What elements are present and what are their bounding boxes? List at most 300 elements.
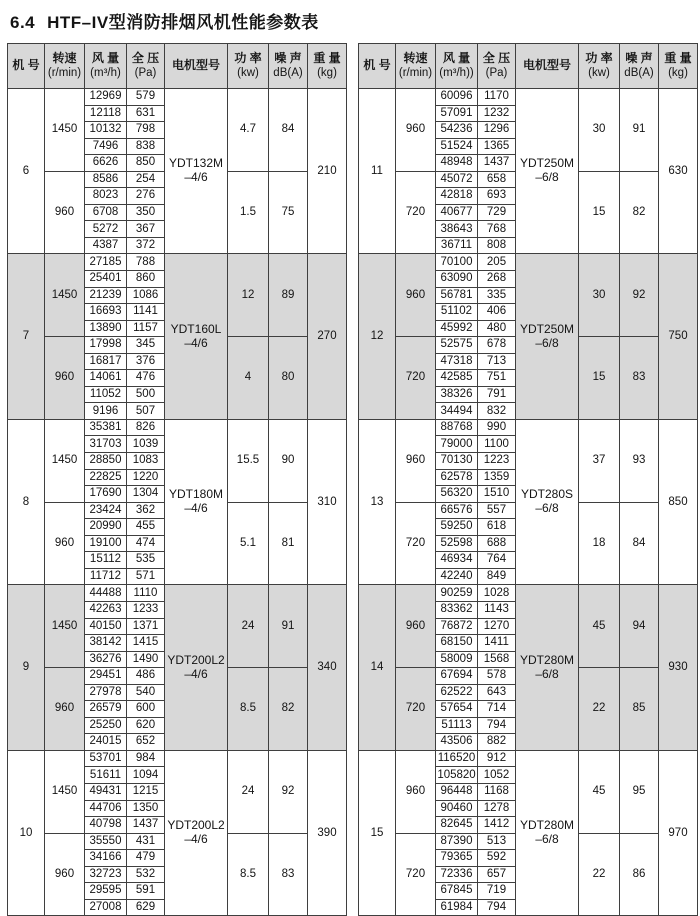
flow-cell: 79365 [436, 850, 478, 867]
pressure-cell: 1028 [478, 585, 516, 602]
header-unit: (m³/h)) [439, 66, 474, 79]
pressure-cell: 367 [127, 221, 165, 238]
noise-cell: 83 [620, 337, 659, 420]
speed-cell: 960 [45, 833, 85, 916]
motor-model-name: YDT250M [519, 321, 575, 336]
col-motor-header [165, 44, 228, 89]
speed-cell: 1450 [45, 89, 85, 172]
flow-cell: 7496 [85, 138, 127, 155]
flow-cell: 90259 [436, 585, 478, 602]
flow-cell: 42818 [436, 188, 478, 205]
flow-cell: 29451 [85, 668, 127, 685]
flow-cell: 54236 [436, 122, 478, 139]
motor-model-cell [165, 419, 228, 584]
flow-cell: 12118 [85, 105, 127, 122]
flow-cell: 13890 [85, 320, 127, 337]
flow-cell: 56781 [436, 287, 478, 304]
motor-model-name: YDT160L [170, 321, 222, 336]
pressure-cell: 631 [127, 105, 165, 122]
pressure-cell: 431 [127, 833, 165, 850]
motor-model-cell [516, 585, 579, 750]
col-machine-header [359, 44, 396, 89]
flow-cell: 35550 [85, 833, 127, 850]
flow-cell: 63090 [436, 271, 478, 288]
flow-cell: 51113 [436, 717, 478, 734]
pressure-cell: 643 [478, 684, 516, 701]
pressure-cell: 788 [127, 254, 165, 271]
power-cell: 8.5 [228, 833, 269, 916]
flow-cell: 22825 [85, 469, 127, 486]
speed-cell: 720 [396, 171, 436, 254]
flow-cell: 105820 [436, 767, 478, 784]
noise-cell: 81 [269, 502, 308, 585]
pressure-cell: 791 [478, 386, 516, 403]
motor-model-poles: –6/8 [535, 335, 559, 350]
flow-cell: 27008 [85, 899, 127, 916]
speed-cell: 1450 [45, 585, 85, 668]
flow-cell: 52598 [436, 535, 478, 552]
pressure-cell: 480 [478, 320, 516, 337]
machine-no-cell: 7 [8, 254, 45, 419]
pressure-cell: 850 [127, 155, 165, 172]
pressure-cell: 990 [478, 419, 516, 436]
pressure-cell: 376 [127, 353, 165, 370]
pressure-cell: 540 [127, 684, 165, 701]
flow-cell: 56320 [436, 486, 478, 503]
pressure-cell: 678 [478, 337, 516, 354]
flow-cell: 48948 [436, 155, 478, 172]
pressure-cell: 1094 [127, 767, 165, 784]
weight-cell: 850 [659, 419, 698, 584]
header-unit: (m³/h) [90, 66, 121, 79]
weight-cell: 750 [659, 254, 698, 419]
flow-cell: 9196 [85, 403, 127, 420]
flow-cell: 36711 [436, 237, 478, 254]
flow-cell: 53701 [85, 750, 127, 767]
pressure-cell: 1215 [127, 783, 165, 800]
col-pressure-header [127, 44, 165, 89]
flow-cell: 70130 [436, 453, 478, 470]
machine-no-cell: 12 [359, 254, 396, 419]
speed-cell: 720 [396, 833, 436, 916]
noise-cell: 86 [620, 833, 659, 916]
table-row [359, 254, 698, 271]
pressure-cell: 455 [127, 519, 165, 536]
motor-model-cell [516, 254, 579, 419]
header-label: 电机型号 [171, 58, 220, 73]
table-row [8, 254, 347, 271]
machine-no-cell: 8 [8, 419, 45, 584]
pressure-cell: 1039 [127, 436, 165, 453]
flow-cell: 59250 [436, 519, 478, 536]
motor-model-name: YDT200L2 [167, 818, 225, 833]
flow-cell: 31703 [85, 436, 127, 453]
title-text: HTF–IV型消防排烟风机性能参数表 [47, 13, 319, 32]
power-cell: 15.5 [228, 419, 269, 502]
table-row [8, 750, 347, 767]
flow-cell: 16817 [85, 353, 127, 370]
section-number: 6.4 [10, 13, 36, 32]
flow-cell: 19100 [85, 535, 127, 552]
fan-spec-table [358, 43, 698, 916]
pressure-cell: 474 [127, 535, 165, 552]
motor-model-name: YDT280M [519, 818, 575, 833]
pressure-cell: 479 [127, 850, 165, 867]
pressure-cell: 1411 [478, 635, 516, 652]
motor-model-cell [165, 750, 228, 915]
flow-cell: 10132 [85, 122, 127, 139]
motor-model-poles: –4/6 [184, 335, 208, 350]
pressure-cell: 1437 [478, 155, 516, 172]
speed-cell: 960 [45, 337, 85, 420]
col-flow-header [85, 44, 127, 89]
pressure-cell: 1371 [127, 618, 165, 635]
machine-no-cell: 15 [359, 750, 396, 915]
machine-no-cell: 10 [8, 750, 45, 915]
pressure-cell: 1223 [478, 453, 516, 470]
flow-cell: 52575 [436, 337, 478, 354]
noise-cell: 90 [269, 419, 308, 502]
noise-cell: 89 [269, 254, 308, 337]
pressure-cell: 657 [478, 866, 516, 883]
pressure-cell: 629 [127, 899, 165, 916]
pressure-cell: 1141 [127, 304, 165, 321]
flow-cell: 15112 [85, 552, 127, 569]
pressure-cell: 1415 [127, 635, 165, 652]
weight-cell: 310 [308, 419, 347, 584]
col-power-header [228, 44, 269, 89]
pressure-cell: 254 [127, 171, 165, 188]
pressure-cell: 1052 [478, 767, 516, 784]
pressure-cell: 618 [478, 519, 516, 536]
flow-cell: 51102 [436, 304, 478, 321]
pressure-cell: 406 [478, 304, 516, 321]
machine-no-cell: 11 [359, 89, 396, 254]
motor-model-poles: –4/6 [184, 666, 208, 681]
flow-cell: 34166 [85, 850, 127, 867]
header-label: 机 号 [12, 58, 40, 73]
table-row [359, 89, 698, 106]
power-cell: 4.7 [228, 89, 269, 172]
flow-cell: 11712 [85, 568, 127, 585]
col-flow-header [436, 44, 478, 89]
flow-cell: 51611 [85, 767, 127, 784]
power-cell: 5.1 [228, 502, 269, 585]
weight-cell: 390 [308, 750, 347, 915]
flow-cell: 40677 [436, 204, 478, 221]
pressure-cell: 1278 [478, 800, 516, 817]
pressure-cell: 620 [127, 717, 165, 734]
pressure-cell: 532 [127, 866, 165, 883]
flow-cell: 21239 [85, 287, 127, 304]
flow-cell: 42240 [436, 568, 478, 585]
motor-model-poles: –6/8 [535, 832, 559, 847]
flow-cell: 82645 [436, 817, 478, 834]
power-cell: 45 [579, 750, 620, 833]
page-title [0, 0, 700, 33]
noise-cell: 95 [620, 750, 659, 833]
noise-cell: 91 [620, 89, 659, 172]
pressure-cell: 794 [478, 899, 516, 916]
pressure-cell: 1232 [478, 105, 516, 122]
pressure-cell: 535 [127, 552, 165, 569]
flow-cell: 67694 [436, 668, 478, 685]
header-label: 电机型号 [522, 58, 571, 73]
flow-cell: 23424 [85, 502, 127, 519]
speed-cell: 960 [396, 585, 436, 668]
pressure-cell: 1086 [127, 287, 165, 304]
power-cell: 4 [228, 337, 269, 420]
table-row [8, 89, 347, 106]
table-row [359, 419, 698, 436]
col-pressure-header [478, 44, 516, 89]
pressure-cell: 658 [478, 171, 516, 188]
noise-cell: 82 [620, 171, 659, 254]
flow-cell: 16693 [85, 304, 127, 321]
pressure-cell: 832 [478, 403, 516, 420]
col-machine-header [8, 44, 45, 89]
col-noise-header [620, 44, 659, 89]
flow-cell: 20990 [85, 519, 127, 536]
header-unit: (kw) [588, 66, 610, 79]
pressure-cell: 557 [478, 502, 516, 519]
flow-cell: 25250 [85, 717, 127, 734]
header-unit: (kg) [668, 66, 688, 79]
pressure-cell: 268 [478, 271, 516, 288]
flow-cell: 12969 [85, 89, 127, 106]
pressure-cell: 882 [478, 734, 516, 751]
noise-cell: 93 [620, 419, 659, 502]
header-unit: dB(A) [273, 66, 303, 79]
pressure-cell: 1168 [478, 783, 516, 800]
header-unit: (Pa) [134, 66, 157, 79]
table-row [8, 419, 347, 436]
power-cell: 22 [579, 668, 620, 751]
power-cell: 30 [579, 89, 620, 172]
noise-cell: 84 [620, 502, 659, 585]
col-speed-header [396, 44, 436, 89]
noise-cell: 92 [620, 254, 659, 337]
weight-cell: 630 [659, 89, 698, 254]
weight-cell: 930 [659, 585, 698, 750]
pressure-cell: 1412 [478, 817, 516, 834]
flow-cell: 36276 [85, 651, 127, 668]
flow-cell: 42585 [436, 370, 478, 387]
header-row [8, 44, 347, 89]
power-cell: 1.5 [228, 171, 269, 254]
pressure-cell: 513 [478, 833, 516, 850]
power-cell: 45 [579, 585, 620, 668]
motor-model-poles: –4/6 [184, 832, 208, 847]
flow-cell: 6626 [85, 155, 127, 172]
motor-model-name: YDT250M [519, 156, 575, 171]
pressure-cell: 1157 [127, 320, 165, 337]
flow-cell: 96448 [436, 783, 478, 800]
speed-cell: 720 [396, 502, 436, 585]
pressure-cell: 362 [127, 502, 165, 519]
pressure-cell: 1365 [478, 138, 516, 155]
pressure-cell: 860 [127, 271, 165, 288]
motor-model-cell [516, 419, 579, 584]
flow-cell: 72336 [436, 866, 478, 883]
flow-cell: 79000 [436, 436, 478, 453]
speed-cell: 960 [396, 89, 436, 172]
flow-cell: 8586 [85, 171, 127, 188]
motor-model-name: YDT280M [519, 652, 575, 667]
flow-cell: 83362 [436, 601, 478, 618]
flow-cell: 90460 [436, 800, 478, 817]
flow-cell: 27978 [85, 684, 127, 701]
flow-cell: 34494 [436, 403, 478, 420]
col-speed-header [45, 44, 85, 89]
flow-cell: 24015 [85, 734, 127, 751]
motor-model-cell [165, 254, 228, 419]
flow-cell: 38142 [85, 635, 127, 652]
flow-cell: 76872 [436, 618, 478, 635]
pressure-cell: 500 [127, 386, 165, 403]
flow-cell: 62522 [436, 684, 478, 701]
table-row [359, 750, 698, 767]
machine-no-cell: 6 [8, 89, 45, 254]
motor-model-poles: –6/8 [535, 501, 559, 516]
flow-cell: 58009 [436, 651, 478, 668]
header-row [359, 44, 698, 89]
pressure-cell: 205 [478, 254, 516, 271]
speed-cell: 1450 [45, 254, 85, 337]
flow-cell: 35381 [85, 419, 127, 436]
col-weight-header [308, 44, 347, 89]
pressure-cell: 1100 [478, 436, 516, 453]
header-label: 转速 [52, 50, 77, 65]
pressure-cell: 1233 [127, 601, 165, 618]
power-cell: 30 [579, 254, 620, 337]
flow-cell: 68150 [436, 635, 478, 652]
flow-cell: 60096 [436, 89, 478, 106]
header-unit: dB(A) [624, 66, 654, 79]
header-label: 功 率 [585, 50, 613, 65]
pressure-cell: 476 [127, 370, 165, 387]
motor-model-name: YDT200L2 [167, 652, 225, 667]
flow-cell: 88768 [436, 419, 478, 436]
pressure-cell: 579 [127, 89, 165, 106]
flow-cell: 11052 [85, 386, 127, 403]
pressure-cell: 1510 [478, 486, 516, 503]
pressure-cell: 1170 [478, 89, 516, 106]
header-label: 重 量 [664, 50, 692, 65]
flow-cell: 17690 [85, 486, 127, 503]
col-noise-header [269, 44, 308, 89]
motor-model-cell [165, 585, 228, 750]
header-label: 功 率 [234, 50, 262, 65]
pressure-cell: 1220 [127, 469, 165, 486]
pressure-cell: 849 [478, 568, 516, 585]
power-cell: 24 [228, 585, 269, 668]
flow-cell: 46934 [436, 552, 478, 569]
motor-model-cell [516, 89, 579, 254]
flow-cell: 116520 [436, 750, 478, 767]
pressure-cell: 838 [127, 138, 165, 155]
pressure-cell: 276 [127, 188, 165, 205]
col-power-header [579, 44, 620, 89]
power-cell: 37 [579, 419, 620, 502]
header-label: 全 压 [482, 50, 511, 65]
flow-cell: 5272 [85, 221, 127, 238]
motor-model-name: YDT132M [168, 156, 224, 171]
pressure-cell: 345 [127, 337, 165, 354]
power-cell: 12 [228, 254, 269, 337]
power-cell: 15 [579, 337, 620, 420]
motor-model-name: YDT180M [168, 487, 224, 502]
pressure-cell: 693 [478, 188, 516, 205]
flow-cell: 26579 [85, 701, 127, 718]
pressure-cell: 350 [127, 204, 165, 221]
flow-cell: 57654 [436, 701, 478, 718]
motor-model-poles: –6/8 [535, 170, 559, 185]
pressure-cell: 1359 [478, 469, 516, 486]
flow-cell: 29595 [85, 883, 127, 900]
pressure-cell: 794 [478, 717, 516, 734]
pressure-cell: 768 [478, 221, 516, 238]
pressure-cell: 1437 [127, 817, 165, 834]
speed-cell: 960 [45, 668, 85, 751]
machine-no-cell: 13 [359, 419, 396, 584]
flow-cell: 87390 [436, 833, 478, 850]
flow-cell: 28850 [85, 453, 127, 470]
motor-model-poles: –4/6 [184, 170, 208, 185]
flow-cell: 47318 [436, 353, 478, 370]
motor-model-name: YDT280S [520, 487, 574, 502]
pressure-cell: 912 [478, 750, 516, 767]
speed-cell: 960 [45, 502, 85, 585]
speed-cell: 960 [396, 254, 436, 337]
header-label: 噪 声 [625, 50, 653, 65]
flow-cell: 8023 [85, 188, 127, 205]
flow-cell: 70100 [436, 254, 478, 271]
pressure-cell: 808 [478, 237, 516, 254]
pressure-cell: 1270 [478, 618, 516, 635]
power-cell: 24 [228, 750, 269, 833]
header-label: 风 量 [91, 50, 120, 65]
power-cell: 22 [579, 833, 620, 916]
pressure-cell: 688 [478, 535, 516, 552]
power-cell: 15 [579, 171, 620, 254]
speed-cell: 1450 [45, 419, 85, 502]
pressure-cell: 1083 [127, 453, 165, 470]
pressure-cell: 764 [478, 552, 516, 569]
flow-cell: 45992 [436, 320, 478, 337]
pressure-cell: 591 [127, 883, 165, 900]
noise-cell: 92 [269, 750, 308, 833]
header-label: 噪 声 [274, 50, 302, 65]
speed-cell: 1450 [45, 750, 85, 833]
header-label: 风 量 [442, 50, 471, 65]
pressure-cell: 984 [127, 750, 165, 767]
flow-cell: 61984 [436, 899, 478, 916]
weight-cell: 270 [308, 254, 347, 419]
motor-model-poles: –4/6 [184, 501, 208, 516]
flow-cell: 32723 [85, 866, 127, 883]
noise-cell: 94 [620, 585, 659, 668]
power-cell: 8.5 [228, 668, 269, 751]
header-unit: (r/min) [398, 66, 433, 79]
weight-cell: 210 [308, 89, 347, 254]
pressure-cell: 1350 [127, 800, 165, 817]
table-row [8, 585, 347, 602]
pressure-cell: 652 [127, 734, 165, 751]
pressure-cell: 729 [478, 204, 516, 221]
flow-cell: 25401 [85, 271, 127, 288]
flow-cell: 17998 [85, 337, 127, 354]
